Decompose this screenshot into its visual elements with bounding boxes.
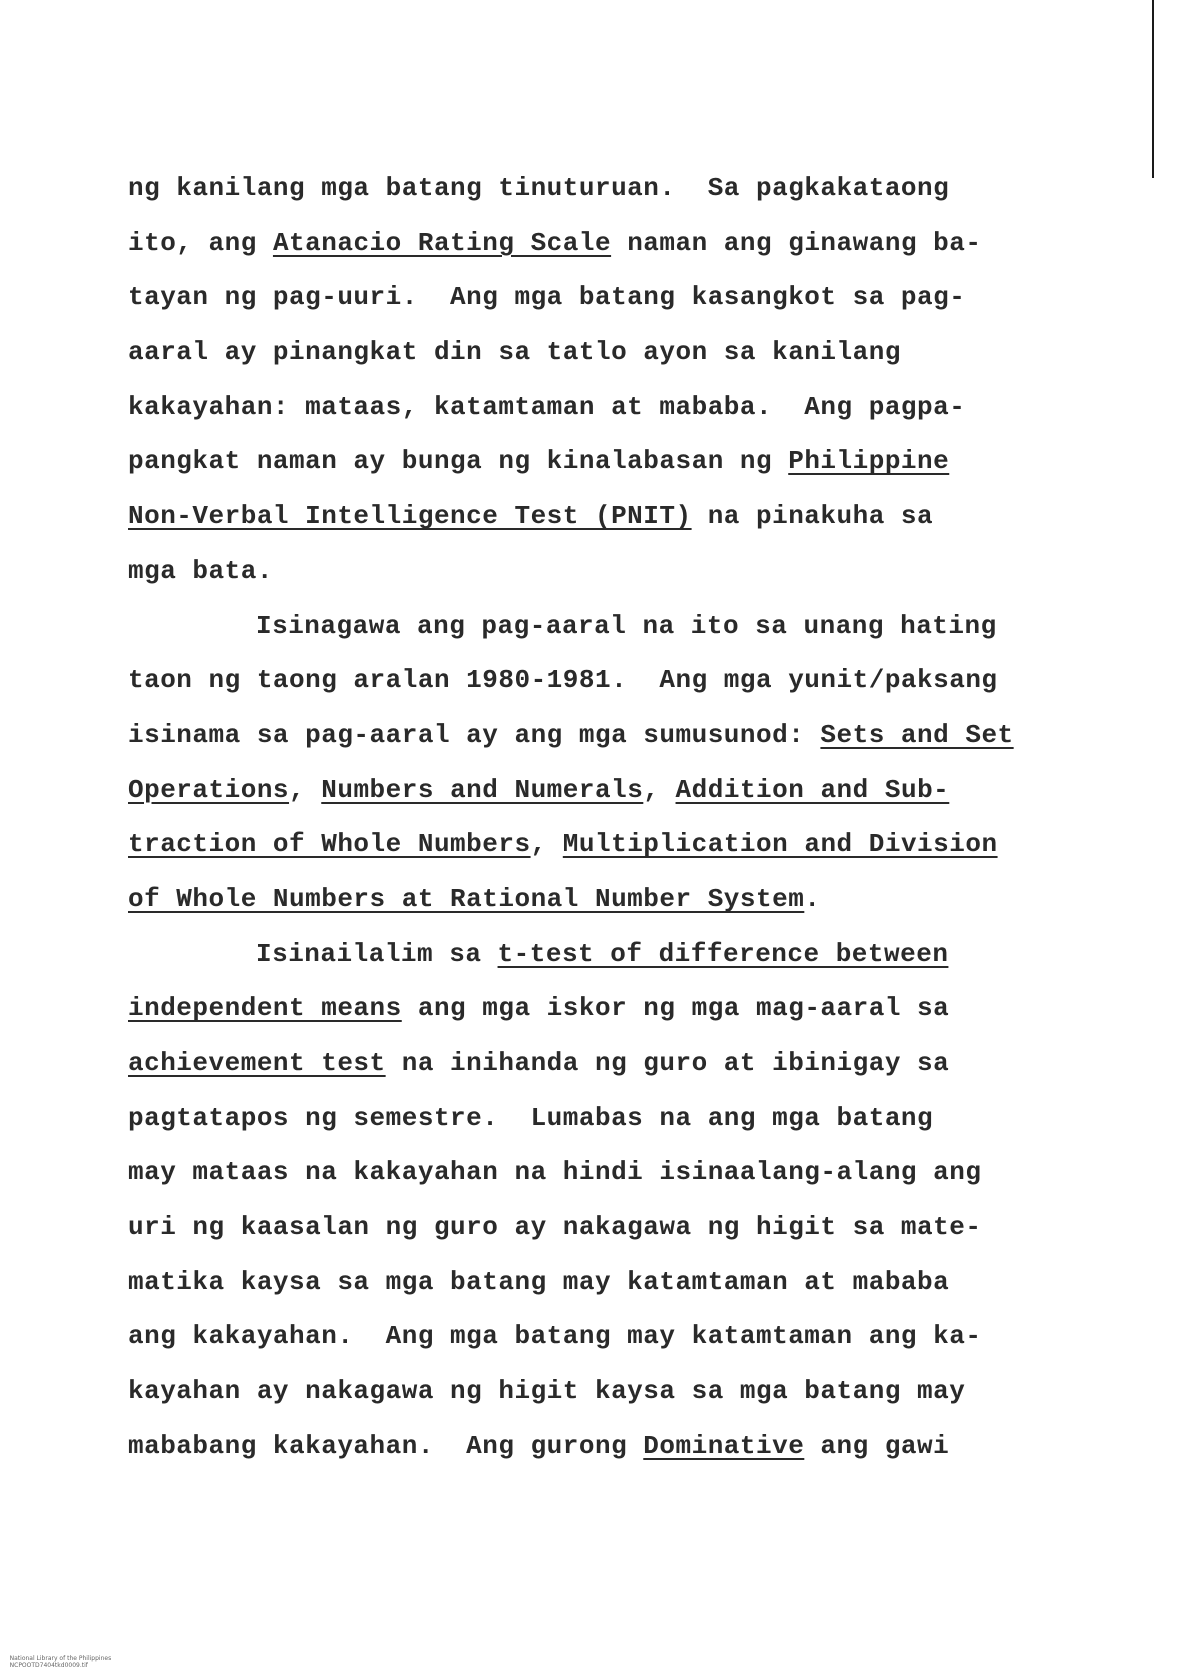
underlined-term: Philippine [788,446,950,477]
text-segment: kayahan ay nakagawa ng higit kaysa sa mga batang may [128,1376,966,1407]
text-line [128,270,1068,325]
text-segment: ang gawi [804,1430,950,1461]
text-line [128,1200,1068,1255]
text-segment: na inihanda ng guro at ibinigay sa [385,1048,950,1078]
text-line [128,1091,1068,1146]
underlined-term: independent means [128,993,402,1024]
text-segment: Isinagawa ang pag-aaral na ito sa unang hating [256,610,997,641]
text-segment: ang mga iskor ng mga mag-aaral sa [401,993,950,1024]
text-segment: ito, ang [128,227,273,258]
text-segment: pagtatapos ng semestre. Lumabas na ang mga batang [128,1102,934,1133]
text-segment: Isinailalim sa [256,938,498,969]
underlined-term: Addition and Sub- [675,774,950,805]
text-segment: , [289,774,322,805]
text-line [128,216,1068,271]
text-line [128,872,1068,927]
text-segment: mababang kakayahan. Ang gurong [128,1430,644,1461]
text-line [128,927,1068,982]
text-line [128,1036,1068,1091]
underlined-term: Multiplication and Division [562,829,998,860]
footer-library: National Library of the Philippines [9,1655,112,1662]
text-line [128,1419,1068,1474]
text-line [128,489,1068,544]
text-line [128,434,1068,489]
underlined-term: Atanacio Rating Scale [272,227,612,258]
text-line [128,708,1068,763]
text-line [128,817,1068,872]
text-line [128,981,1068,1036]
text-segment: taon ng taong aralan 1980-1981. Ang mga yunit/paksang [128,665,998,696]
text-line [128,380,1068,435]
underlined-term: Dominative [643,1430,805,1461]
text-segment: ang kakayahan. Ang mga batang may katamtaman ang ka- [128,1321,982,1352]
text-segment: mga bata. [128,555,273,586]
text-line [128,763,1068,818]
page-edge-line [1152,0,1154,178]
text-line [128,599,1068,654]
underlined-term: Numbers and Numerals [321,774,644,805]
underlined-term: Non-Verbal Intelligence Test (PNIT) [128,501,692,532]
body-text [128,161,1068,1474]
text-line [128,1255,1068,1310]
text-segment: isinama sa pag-aaral ay ang mga sumusunod: [128,719,821,750]
text-segment: na pinakuha sa [691,501,934,532]
text-line [128,1145,1068,1200]
text-line [128,1309,1068,1364]
underlined-term: Sets and Set [820,719,1014,750]
text-segment: kakayahan: mataas, katamtaman at mababa. Ang pagpa- [128,391,966,422]
text-segment: aaral ay pinangkat din sa tatlo ayon sa kanilang [128,337,901,368]
footer-file-id: NCPOOTD7404tkd0009.tif [9,1662,88,1669]
underlined-term: traction of Whole Numbers [128,829,531,860]
text-segment: naman ang ginawang ba- [611,227,982,258]
text-segment: . [804,883,821,914]
text-line [128,653,1068,708]
text-segment: , [643,774,676,805]
text-line [128,544,1068,599]
text-line [128,325,1068,380]
text-segment: pangkat naman ay bunga ng kinalabasan ng [128,446,789,477]
underlined-term: Operations [128,774,290,805]
text-segment: ng kanilang mga batang tinuturuan. Sa pagkakataong [128,173,950,203]
text-segment: uri ng kaasalan ng guro ay nakagawa ng higit sa mate- [128,1212,982,1243]
text-segment: may mataas na kakayahan na hindi isinaalang-alang ang [128,1157,982,1188]
underlined-term: of Whole Numbers at Rational Number System [128,883,805,914]
text-line [128,161,1068,216]
underlined-term: t-test of difference between [497,938,949,969]
text-segment: matika kaysa sa mga batang may katamtaman at mababa [128,1266,950,1297]
text-line [128,1364,1068,1419]
footer [2,1648,133,1676]
underlined-term: achievement test [128,1048,386,1078]
text-segment: tayan ng pag-uuri. Ang mga batang kasangkot sa pag- [128,282,966,313]
text-segment: , [530,829,563,860]
